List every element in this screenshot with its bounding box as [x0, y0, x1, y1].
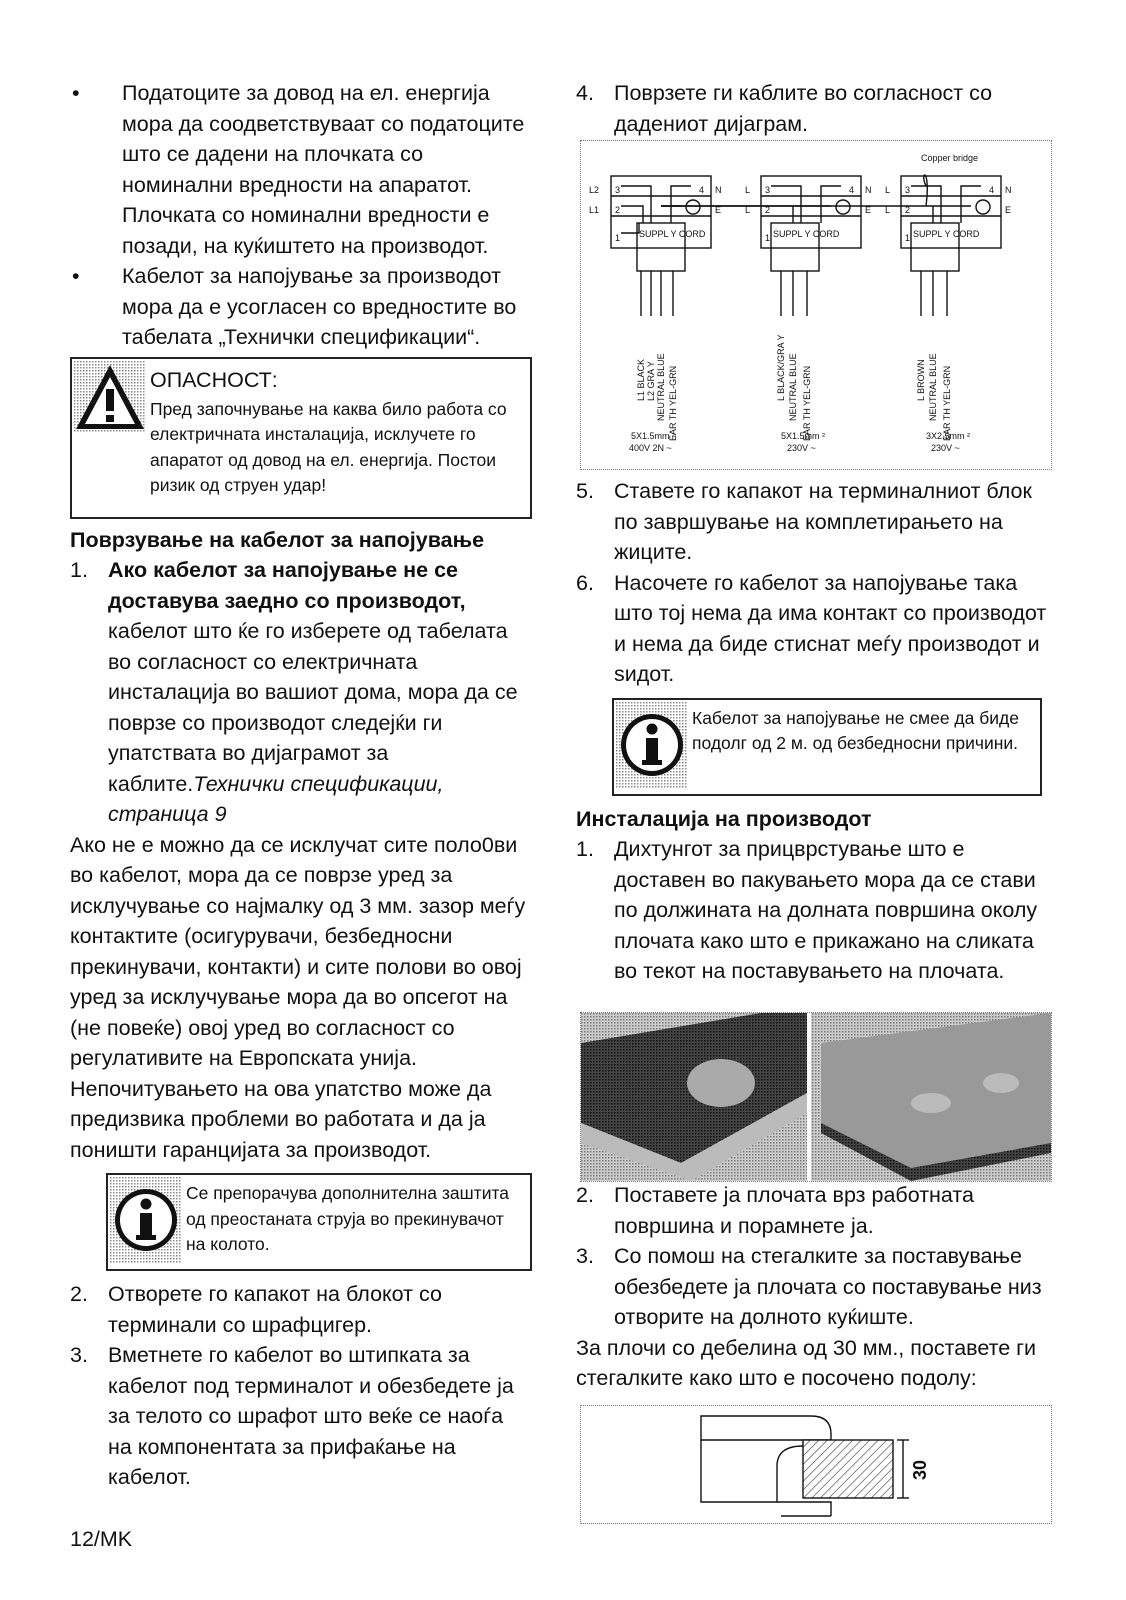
- svg-text:E: E: [865, 205, 872, 215]
- numbered-step: 6. Насочете го кабелот за напојување така што тој нема да има контакт со производот и нема да биде стиснат меѓу производот и ѕидот.: [576, 570, 1047, 686]
- svg-text:2: 2: [765, 205, 771, 215]
- info-icon: [616, 702, 688, 788]
- numbered-step: 2. Отворете го капакот на блокот со терминали со шрафцигер.: [70, 1282, 442, 1337]
- svg-text:230V ~: 230V ~: [787, 443, 816, 453]
- danger-text: Пред започнување на каква било работа со електричната инсталација, исклучете го апаратот од довод на ел. енергија. Постои ризик од струен удар!: [150, 398, 507, 495]
- danger-box: [70, 357, 532, 519]
- svg-text:EAR TH YEL-GRN: EAR TH YEL-GRN: [942, 365, 952, 441]
- svg-text:3: 3: [765, 185, 771, 195]
- clamp-diagram-svg: [581, 1406, 1051, 1523]
- bullet-item: • Податоците за довод на ел. енергија мора да соодветствуваат со податоците што се дадени на плочката со номинални вредности на апаратот. Плочката со номинални вредности е позади, на куќиштето на производот.: [72, 81, 525, 258]
- svg-text:2: 2: [905, 205, 911, 215]
- right-column-bottom: [576, 1180, 1052, 1394]
- info-text: Се препорачува дополнителна заштита од преостаната струја во прекинувачот на колото.: [186, 1183, 510, 1254]
- svg-text:2: 2: [615, 205, 621, 215]
- svg-text:L2: L2: [589, 185, 600, 195]
- body-paragraph: За плочи со дебелина од 30 мм., поставете ги стегалките како што е посочено подолу:: [576, 1335, 1036, 1390]
- numbered-step: 3. Со помош на стегалките за поставување обезбедете ја плочата со поставување низ отворите на долното куќиште.: [576, 1244, 1042, 1329]
- svg-text:3: 3: [615, 185, 621, 195]
- bullet-item: • Кабелот за напојување за производот мора да е усогласен со вредностите во табелата „Технички спецификации“.: [72, 264, 517, 349]
- body-paragraph: Ако не е можно да се исклучат сите поло0ви во кабелот, мора да се поврзе уред за исклучување со најмалку од 3 мм. зазор меѓу контактите (осигурувачи, безбедносни прекинувачи, контакти) и сите полови во овој уред за исклучување мора да во опсегот на (не повеќе) овој уред во согласност со регулативите на Европската унија. Непочитувањето на ова упатство може да предизвика проблеми во работата и да ја поништи гаранцијата за производот.: [70, 832, 526, 1162]
- svg-text:E: E: [1005, 205, 1012, 215]
- svg-text:EAR TH YEL-GRN: EAR TH YEL-GRN: [668, 365, 678, 441]
- svg-text:3: 3: [905, 185, 911, 195]
- svg-text:NEUTRAL BLUE: NEUTRAL BLUE: [656, 353, 666, 421]
- svg-text:1: 1: [905, 233, 911, 243]
- page-number: 12/MK: [70, 1527, 133, 1551]
- svg-text:NEUTRAL BLUE: NEUTRAL BLUE: [928, 353, 938, 421]
- numbered-step: 1. Дихтунгот за прицврстување што е доставен во пакувањето мора да се стави по должината на долната површина околу плочата како што е прикажано на сликата во текот на поставувањето на плочата.: [576, 837, 1038, 983]
- svg-text:L BLACK/GRA Y: L BLACK/GRA Y: [776, 334, 786, 401]
- info-box: [612, 698, 1042, 796]
- svg-text:NEUTRAL BLUE: NEUTRAL BLUE: [788, 353, 798, 421]
- wiring-diagram: [580, 140, 1052, 470]
- svg-text:L: L: [745, 185, 751, 195]
- numbered-step: 3. Вметнете го кабелот во штипката за кабелот под терминалот и обезбедете ја за телото со шрафот што веќе се наоѓа на компонентата за прифаќање на кабелот.: [70, 1343, 514, 1489]
- numbered-step: 4. Поврзете ги каблите во согласност со дадениот дијаграм.: [576, 81, 993, 136]
- svg-text:1: 1: [765, 233, 771, 243]
- svg-text:230V ~: 230V ~: [931, 443, 960, 453]
- warning-triangle-icon: [74, 361, 146, 433]
- clamp-diagram: [580, 1405, 1052, 1524]
- svg-text:4: 4: [989, 185, 995, 195]
- svg-text:N: N: [865, 185, 872, 195]
- numbered-step: 2. Поставете ја плочата врз работната површина и порамнете ја.: [576, 1183, 974, 1238]
- svg-text:SUPPL Y CORD: SUPPL Y CORD: [773, 229, 840, 239]
- svg-text:5X1.5mm ²: 5X1.5mm ²: [781, 431, 826, 441]
- svg-text:L1: L1: [589, 205, 600, 215]
- svg-text:N: N: [715, 185, 722, 195]
- section-heading: Инсталација на производот: [576, 806, 872, 831]
- svg-text:L1 BLACK: L1 BLACK: [636, 358, 646, 401]
- svg-text:4: 4: [699, 185, 705, 195]
- svg-text:3X2.5mm ²: 3X2.5mm ²: [926, 431, 971, 441]
- svg-text:Copper bridge: Copper bridge: [921, 153, 979, 163]
- danger-title: ОПАСНОСТ:: [150, 367, 278, 392]
- svg-text:E: E: [715, 205, 722, 215]
- left-column: [70, 78, 532, 1493]
- right-column-lower: [576, 476, 1052, 987]
- thickness-label: 30: [910, 1459, 930, 1480]
- right-column: [576, 78, 1052, 139]
- svg-text:1: 1: [615, 233, 621, 243]
- svg-text:L: L: [745, 205, 751, 215]
- svg-text:N: N: [1005, 185, 1012, 195]
- info-box: [106, 1173, 532, 1271]
- info-icon: [110, 1177, 182, 1263]
- svg-text:SUPPL Y CORD: SUPPL Y CORD: [639, 229, 706, 239]
- svg-text:L: L: [885, 205, 891, 215]
- installation-photos: [580, 1012, 1052, 1182]
- svg-text:4: 4: [849, 185, 855, 195]
- wiring-diagram-svg: [581, 141, 1051, 469]
- section-heading: Поврзување на кабелот за напојување: [70, 527, 485, 552]
- svg-text:EAR TH YEL-GRN: EAR TH YEL-GRN: [802, 365, 812, 441]
- numbered-step: 5. Ставете го капакот на терминалниот блок по завршување на комплетирањето на жиците.: [576, 479, 1032, 564]
- svg-text:L2 GRA Y: L2 GRA Y: [646, 361, 656, 401]
- installation-photo-svg: [581, 1013, 1051, 1181]
- svg-text:L: L: [885, 185, 891, 195]
- info-text: Кабелот за напојување не смее да биде подолг од 2 м. од безбедносни причини.: [692, 707, 1019, 753]
- svg-text:L BROWN: L BROWN: [916, 359, 926, 401]
- svg-text:400V 2N ~: 400V 2N ~: [629, 443, 672, 453]
- svg-text:SUPPL Y CORD: SUPPL Y CORD: [913, 229, 980, 239]
- numbered-step: 1. Ако кабелот за напојување не се доставува заедно со производот, кабелот што ќе го изберете од табелата во согласност со електричната инсталација во вашиот дома, мора да се поврзе со производот следејќи ги упатствата во дијаграмот за каблите.Технички спецификации, страница 9: [70, 558, 518, 826]
- svg-text:5X1.5mm ²: 5X1.5mm ²: [631, 431, 676, 441]
